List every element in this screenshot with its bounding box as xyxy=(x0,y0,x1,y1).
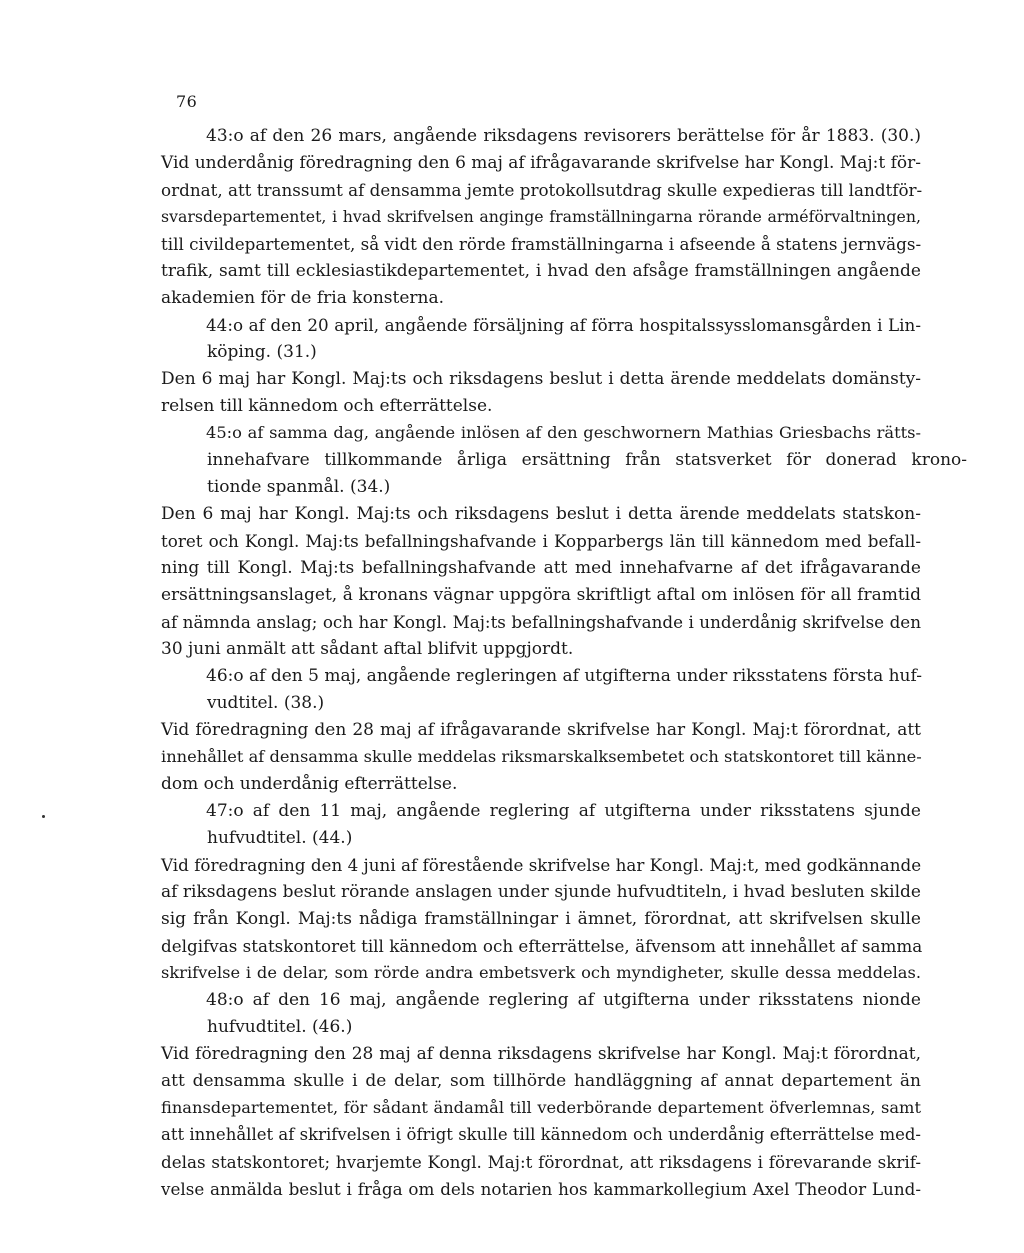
text-line: tionde spanmål. (34.) xyxy=(207,477,391,497)
text-line: innehållet af densamma skulle meddelas riksmarskalksembetet och statskontoret till känne- xyxy=(161,747,922,766)
text-line: 45:o af samma dag, angående inlösen af den geschwornern Mathias Griesbachs rätts- xyxy=(206,423,921,442)
text-line: finansdepartementet, för sådant ändamål till vederbörande departement öfverlemnas, samt xyxy=(161,1098,921,1117)
print-speck xyxy=(42,815,45,818)
text-line: trafik, samt till ecklesiastikdepartementet, i hvad den afsåge framställningen angående xyxy=(161,261,921,281)
text-line: hufvudtitel. (46.) xyxy=(207,1017,353,1037)
text-line: 44:o af den 20 april, angående försäljning af förra hospitalssysslomansgården i Lin- xyxy=(206,315,921,335)
page-number: 76 xyxy=(176,92,198,111)
text-line: Vid föredragning den 4 juni af förestående skrifvelse har Kongl. Maj:t, med godkännande xyxy=(161,855,922,875)
text-line: ordnat, att transsumt af densamma jemte protokollsutdrag skulle expedieras till landtför- xyxy=(161,180,923,200)
text-line: delgifvas statskontoret till kännedom och efterrättelse, äfvensom att innehållet af samma xyxy=(161,936,923,956)
text-line: ning till Kongl. Maj:ts befallningshafvande att med innehafvarne af det ifrågavarande xyxy=(161,558,921,578)
text-line: Vid föredragning den 28 maj af ifrågavarande skrifvelse har Kongl. Maj:t förordnat, att xyxy=(161,720,921,740)
text-line: vudtitel. (38.) xyxy=(207,693,325,713)
text-line: akademien för de fria konsterna. xyxy=(161,288,444,308)
text-line: ersättningsanslaget, å kronans vägnar uppgöra skriftligt aftal om inlösen för all framtid xyxy=(161,585,921,605)
text-line: 47:o af den 11 maj, angående reglering af utgifterna under riksstatens sjunde xyxy=(206,801,921,821)
text-line: till civildepartementet, så vidt den rörde framställningarna i afseende å statens jernvägs- xyxy=(161,234,922,254)
text-line: dom och underdånig efterrättelse. xyxy=(161,774,458,794)
text-line: Den 6 maj har Kongl. Maj:ts och riksdagens beslut i detta ärende meddelats domänsty- xyxy=(161,369,921,389)
text-line: delas statskontoret; hvarjemte Kongl. Maj:t förordnat, att riksdagens i förevarande skrif- xyxy=(161,1152,921,1172)
text-line: velse anmälda beslut i fråga om dels notarien hos kammarkollegium Axel Theodor Lund- xyxy=(161,1179,921,1199)
text-line: skrifvelse i de delar, som rörde andra embetsverk och myndigheter, skulle dessa meddelas. xyxy=(161,963,921,982)
text-line: 46:o af den 5 maj, angående regleringen af utgifterna under riksstatens första huf- xyxy=(206,666,922,686)
text-line: 30 juni anmält att sådant aftal blifvit uppgjordt. xyxy=(161,639,574,659)
text-line: svarsdepartementet, i hvad skrifvelsen anginge framställningarna rörande arméförvaltningen, xyxy=(161,207,921,226)
text-line: Vid föredragning den 28 maj af denna riksdagens skrifvelse har Kongl. Maj:t förordnat, xyxy=(161,1044,921,1064)
text-line: att densamma skulle i de delar, som tillhörde handläggning af annat departement än xyxy=(161,1071,921,1091)
text-line: sig från Kongl. Maj:ts nådiga framställningar i ämnet, förordnat, att skrifvelsen skulle xyxy=(161,909,921,929)
text-line: 43:o af den 26 mars, angående riksdagens revisorers berättelse för år 1883. (30.) xyxy=(206,126,921,146)
text-line: innehafvare tillkommande årliga ersättning från statsverket för donerad krono- xyxy=(207,450,967,470)
text-line: Vid underdånig föredragning den 6 maj af ifrågavarande skrifvelse har Kongl. Maj:t för- xyxy=(161,153,921,173)
text-line: Den 6 maj har Kongl. Maj:ts och riksdagens beslut i detta ärende meddelats statskon- xyxy=(161,504,921,524)
text-line: hufvudtitel. (44.) xyxy=(207,828,353,848)
text-line: relsen till kännedom och efterrättelse. xyxy=(161,396,493,416)
text-line: toret och Kongl. Maj:ts befallningshafvande i Kopparbergs län till kännedom med befall- xyxy=(161,531,921,551)
text-line: af nämnda anslag; och har Kongl. Maj:ts befallningshafvande i underdånig skrifvelse den xyxy=(161,612,921,632)
text-line: köping. (31.) xyxy=(207,342,317,362)
text-line: af riksdagens beslut rörande anslagen under sjunde hufvudtiteln, i hvad besluten skilde xyxy=(161,882,921,902)
text-line: att innehållet af skrifvelsen i öfrigt skulle till kännedom och underdånig efterrättelse med- xyxy=(161,1125,921,1144)
text-line: 48:o af den 16 maj, angående reglering af utgifterna under riksstatens nionde xyxy=(206,990,921,1010)
